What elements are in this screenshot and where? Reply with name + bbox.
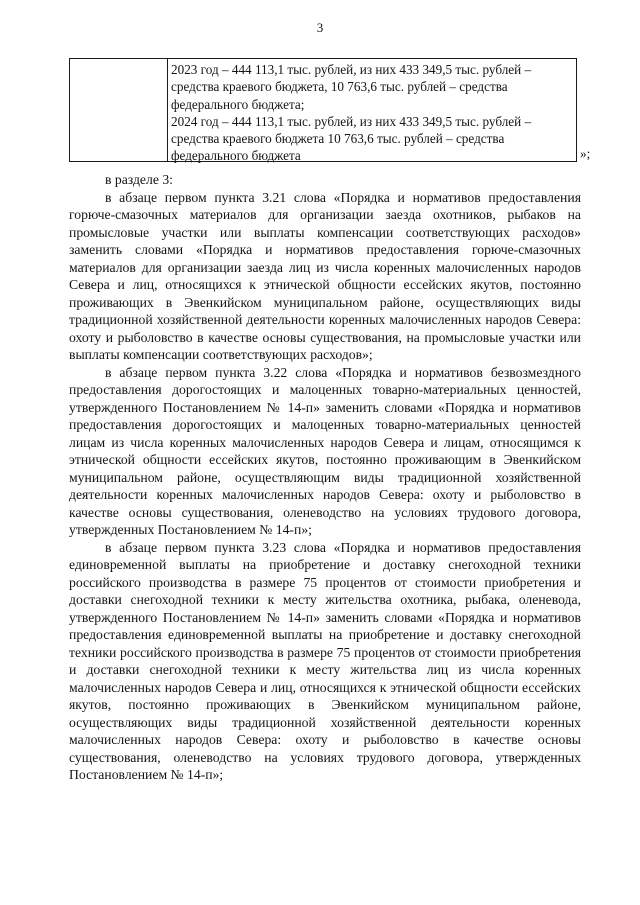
table-right-cell <box>168 59 576 164</box>
paragraph-3-22: в абзаце первом пункта 3.22 слова «Порядка и нормативов безвозмездного предоставления дорогостоящих и малоценных товарно-материальных ценностей, утвержденного Постановлением № 14-п» заменить словами «Порядка и нормативов предоставления дорогостоящих и малоценных товарно-материальных ценностей лицам из числа коренных малочисленных народов Севера и лицам, относящимся к этнической общности ессейских якутов, постоянно проживающим в Эвенкийском муниципальном районе, осуществляющим виды традиционной хозяйственной деятельности коренных малочисленных народов Севера: охоту и рыболовство в качестве основы существования, оленеводство на условиях трудового договора, утвержденных Постановлением № 14-п»; <box>69 364 581 537</box>
paragraph-3-23: в абзаце первом пункта 3.23 слова «Порядка и нормативов предоставления единовременной выплаты на приобретение и доставку снегоходной техники российского производства в размере 75 процентов от стоимости приобретения и доставки снегоходной техники к месту жительства охотника, рыбака, оленевода, утвержденного Постановлением № 14-п» заменить словами «Порядка и нормативов предоставления единовременной выплаты на приобретение и доставку снегоходной техники российского производства в размере 75 процентов от стоимости приобретения и доставки снегоходной техники к месту жительства лиц из числа коренных малочисленных народов Севера и лиц, относящихся к этнической общности ессейских якутов, постоянно проживающих в Эвенкийском муниципальном районе, осуществляющих виды традиционной хозяйственной деятельности коренных малочисленных народов Севера: охоту и рыболовство в качестве основы существования, оленеводство на условиях трудового договора, утвержденных Постановлением № 14-п»; <box>69 539 581 782</box>
section-intro: в разделе 3: <box>105 172 173 187</box>
amendment-table <box>69 58 577 162</box>
table-line: средства краевого бюджета 10 763,6 тыс. рублей – средства <box>171 131 505 147</box>
table-line: средства краевого бюджета, 10 763,6 тыс. рублей – средства <box>171 79 508 95</box>
document-body <box>69 171 581 784</box>
table-left-cell <box>70 59 168 161</box>
table-closing-quote: »; <box>580 146 591 161</box>
table-line: 2024 год – 444 113,1 тыс. рублей, из них 433 349,5 тыс. рублей – <box>171 113 532 129</box>
table-line: федерального бюджета <box>171 148 301 164</box>
paragraph-3-21: в абзаце первом пункта 3.21 слова «Порядка и нормативов предоставления горюче-смазочных материалов для организации заезда охотников, рыбаков на промысловые участки или выплаты компенсации соответствующих расходов» заменить словами «Порядка и нормативов предоставления горюче-смазочных материалов для организации заезда лиц из числа коренных малочисленных народов Севера и лиц, относящихся к этнической общности ессейских якутов, постоянно проживающих в Эвенкийском муниципальном районе, осуществляющих виды традиционной хозяйственной деятельности коренных малочисленных народов Севера: охоту и рыболовство в качестве основы существования, на промысловые участки или выплаты компенсации соответствующих расходов»; <box>69 189 581 362</box>
table-line: федерального бюджета; <box>171 96 305 112</box>
page-number: 3 <box>316 20 324 35</box>
table-line: 2023 год – 444 113,1 тыс. рублей, из них 433 349,5 тыс. рублей – <box>171 62 532 77</box>
